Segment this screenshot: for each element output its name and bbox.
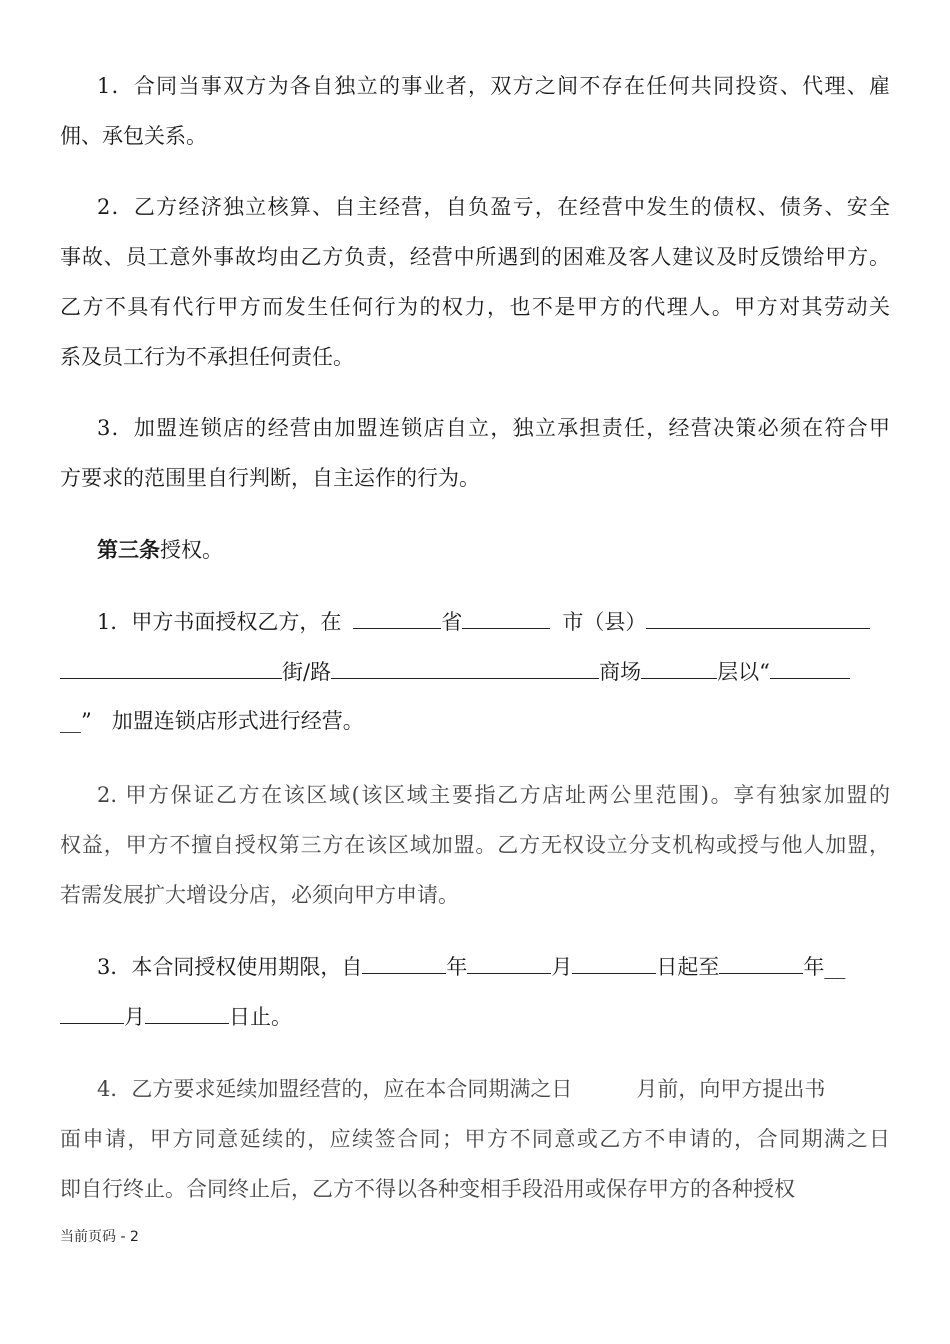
end-month-label: 月: [124, 1005, 145, 1029]
article-3-heading: [97, 535, 890, 565]
end-year-label: 年: [803, 955, 825, 979]
a3-item-3-line-2: [60, 1001, 890, 1032]
para-2-line-4: 系及员工行为不承担任何责任。: [60, 345, 354, 369]
brand-blank[interactable]: [770, 656, 850, 679]
brand-blank-tail: __”: [60, 709, 92, 733]
start-month-blank[interactable]: [467, 951, 551, 974]
a3-item-3-line-1: [97, 951, 890, 982]
para-1-line-2: 佣、承包关系。: [60, 124, 207, 148]
a3-item-1-line-1: [97, 606, 890, 637]
city-blank[interactable]: [462, 606, 550, 629]
floor-label: 层以“: [717, 660, 770, 684]
end-year-blank[interactable]: [719, 951, 803, 974]
a3-item-1-tail: 加盟连锁店形式进行经营。: [111, 709, 364, 733]
a3-item-1-prefix: 1．甲方书面授权乙方，在: [97, 610, 342, 634]
para-3-line-1: 3．加盟连锁店的经营由加盟连锁店自立，独立承担责任，经营决策必须在符合甲: [97, 416, 890, 440]
floor-blank[interactable]: [641, 656, 717, 679]
a3-item-4-line-2: 面申请，甲方同意延续的，应续签合同；甲方不同意或乙方不申请的，合同期满之日: [60, 1127, 890, 1151]
para-2-line-2: 事故、员工意外事故均由乙方负责，经营中所遇到的困难及客人建议及时反馈给甲方。: [60, 245, 890, 269]
page-number: 当前页码 - 2: [60, 1229, 139, 1245]
article-3-number: 第三条: [97, 537, 160, 562]
street-blank[interactable]: [331, 656, 599, 679]
a3-item-1-line-2: [60, 656, 890, 687]
mall-label: 商场: [599, 660, 642, 684]
start-year-blank[interactable]: [362, 951, 446, 974]
province-blank[interactable]: [353, 606, 441, 629]
city-label: 市（县）: [562, 610, 647, 634]
para-2-line-1: 2．乙方经济独立核算、自主经营，自负盈亏，在经营中发生的债权、债务、安全: [97, 195, 890, 219]
a3-item-4-line-1-a: 4．乙方要求延续加盟经营的，应在本合同期满之日: [97, 1077, 573, 1101]
a3-item-2-line-3: 若需发展扩大增设分店，必须向甲方申请。: [60, 883, 459, 907]
start-year-label: 年: [446, 955, 468, 979]
a3-item-4-line-1: [97, 1074, 890, 1104]
start-day-label: 日起至: [656, 955, 720, 979]
start-day-blank[interactable]: [572, 951, 656, 974]
end-day-label: 日止。: [229, 1005, 292, 1029]
a3-item-3-prefix: 3．本合同授权使用期限，自: [97, 955, 363, 979]
a3-item-2-line-2: 权益，甲方不擅自授权第三方在该区域加盟。乙方无权设立分支机构或授与他人加盟，: [60, 833, 890, 857]
street-label: 街/路: [282, 660, 332, 684]
county-blank[interactable]: [646, 606, 870, 629]
a3-item-1-line-3: [60, 706, 890, 736]
para-2-line-3: 乙方不具有代行甲方而发生任何行为的权力，也不是甲方的代理人。甲方对其劳动关: [60, 295, 890, 319]
end-day-blank[interactable]: [145, 1001, 229, 1024]
a3-item-2-line-1: 2. 甲方保证乙方在该区域(该区域主要指乙方店址两公里范围)。享有独家加盟的: [97, 783, 890, 807]
province-label: 省: [441, 610, 463, 634]
para-1-line-1: 1．合同当事双方为各自独立的事业者，双方之间不存在任何共同投资、代理、雇: [97, 74, 890, 98]
a3-item-4-line-3: 即自行终止。合同终止后，乙方不得以各种变相手段沿用或保存甲方的各种授权: [60, 1177, 795, 1201]
para-3-line-2: 方要求的范围里自行判断，自主运作的行为。: [60, 466, 480, 490]
district-blank[interactable]: [60, 656, 282, 679]
a3-item-4-line-1-b: 月前，向甲方提出书: [636, 1077, 826, 1101]
article-3-title: 授权。: [160, 538, 223, 562]
start-month-label: 月: [551, 955, 573, 979]
end-month-blank[interactable]: [60, 1001, 124, 1024]
end-year-tail: __: [824, 955, 846, 979]
